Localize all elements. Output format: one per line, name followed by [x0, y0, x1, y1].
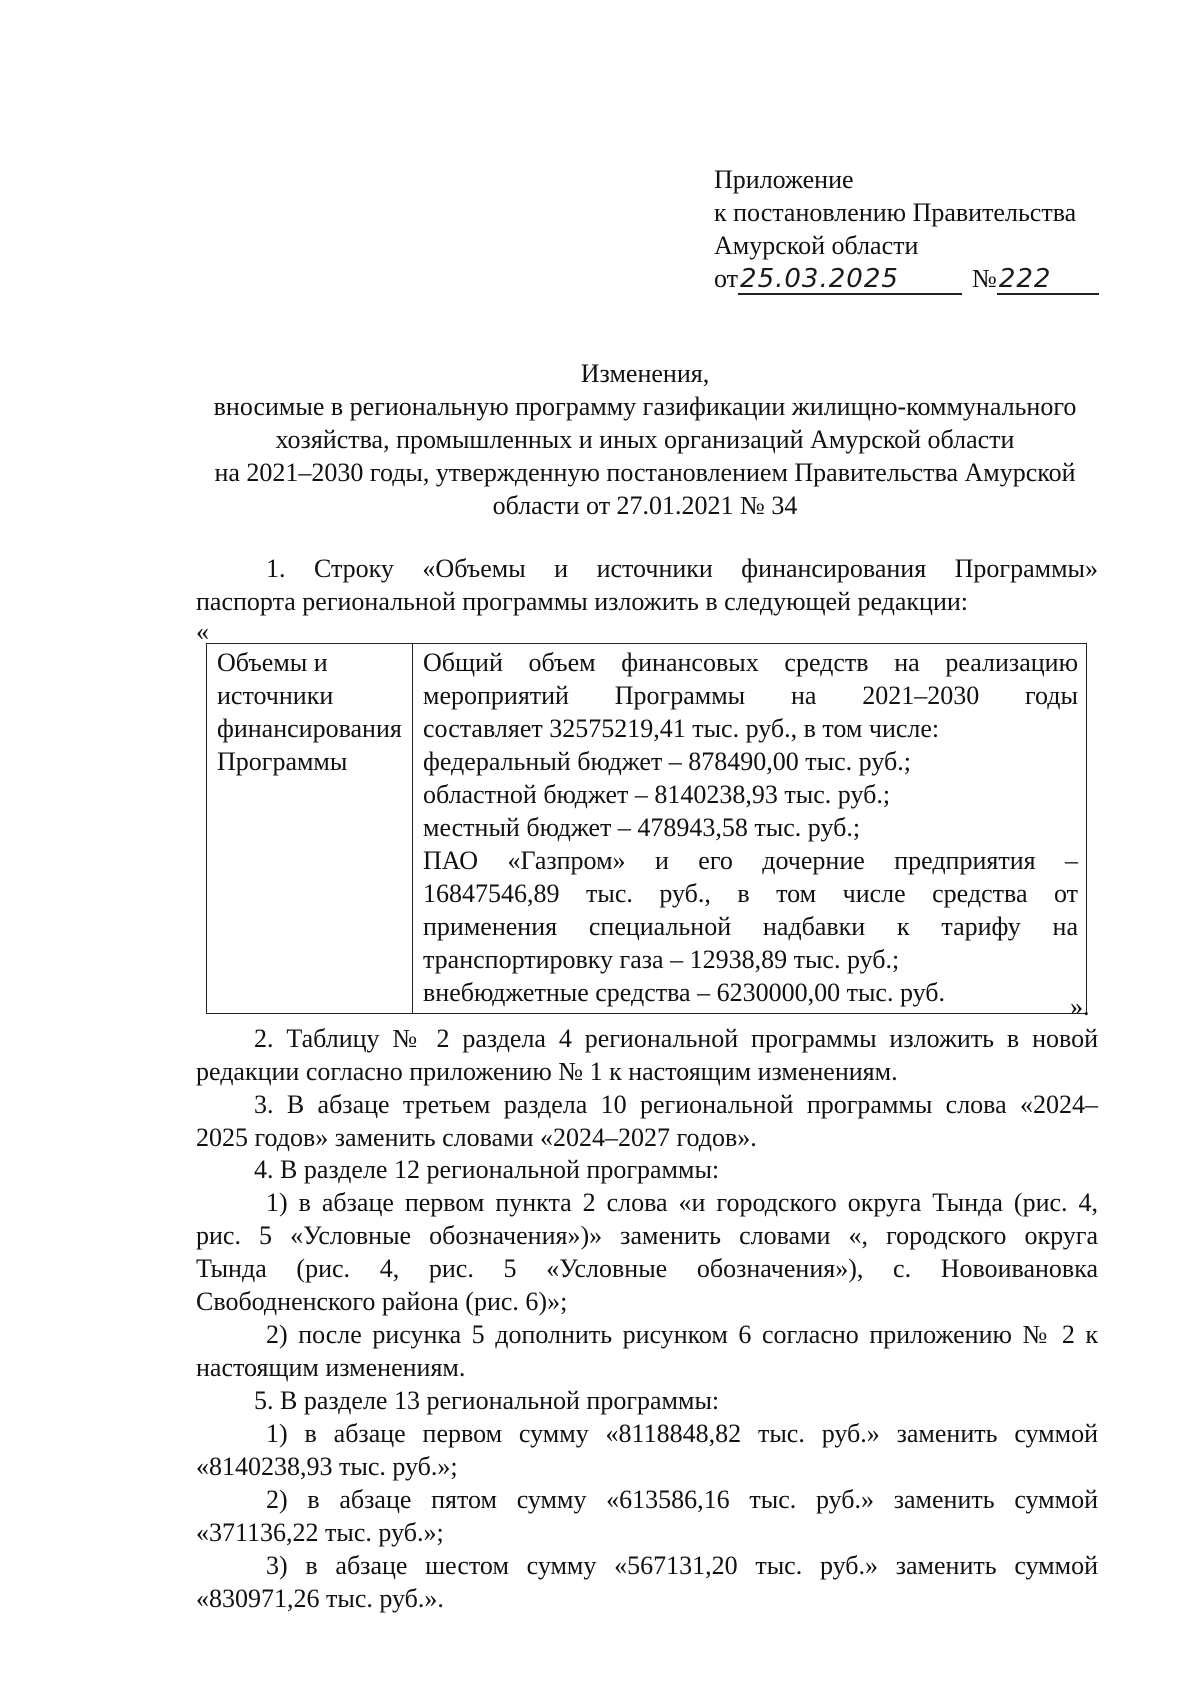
- cell-line: источники: [217, 681, 334, 710]
- appendix-date-number-line: [714, 262, 1134, 295]
- document-title: [190, 357, 1100, 522]
- item-1-line-2: паспорта региональной программы изложить в следующей редакции:: [196, 587, 969, 616]
- table-cell-label: [207, 644, 413, 1014]
- item-2: [196, 1022, 1098, 1088]
- item-1-line-1: 1. Строку «Объемы и источники финансирования Программы»: [266, 554, 1098, 583]
- item-3: [196, 1088, 1098, 1154]
- financing-table: [206, 643, 1087, 1014]
- table-row: [207, 644, 1087, 1014]
- title-line-3: на 2021–2030 годы, утвержденную постановлением Правительства Амурской: [214, 458, 1076, 487]
- title-line-4: области от 27.01.2021 № 34: [492, 491, 798, 520]
- title-line-2: хозяйства, промышленных и иных организаций Амурской области: [275, 425, 1015, 454]
- item-5-sub2-line-1: 2) в абзаце пятом сумму «613586,16 тыс. руб.» заменить суммой: [266, 1485, 1098, 1514]
- item-4: [196, 1153, 1098, 1384]
- appendix-line-1: Приложение: [714, 165, 854, 194]
- cell-line: ПАО «Газпром» и его дочерние предприятия –: [423, 846, 1078, 875]
- item-2-line-1: 2. Таблицу № 2 раздела 4 региональной программы изложить в новой: [254, 1024, 1098, 1053]
- item-5-sub1-line-2: «8140238,93 тыс. руб.»;: [196, 1452, 458, 1481]
- cell-line: составляет 32575219,41 тыс. руб., в том числе:: [423, 714, 940, 743]
- item-4-sub2-line-1: 2) после рисунка 5 дополнить рисунком 6 согласно приложению № 2 к: [266, 1320, 1098, 1349]
- handwritten-date: 25.03.2025: [738, 266, 962, 295]
- title-line-1: вносимые в региональную программу газификации жилищно-коммунального: [213, 392, 1077, 421]
- item-4-sub1-line-2: рис. 5 «Условные обозначения»)» заменить словами «, городского округа: [196, 1221, 1098, 1250]
- cell-line: 16847546,89 тыс. руб., в том числе средства от: [423, 879, 1078, 908]
- cell-line: местный бюджет – 478943,58 тыс. руб.;: [423, 813, 861, 842]
- item-4-sub1-line-1: 1) в абзаце первом пункта 2 слова «и городского округа Тында (рис. 4,: [266, 1188, 1098, 1217]
- cell-line: Общий объем финансовых средств на реализацию: [423, 648, 1078, 677]
- cell-line: применения специальной надбавки к тарифу на: [423, 912, 1078, 941]
- cell-line: федеральный бюджет – 878490,00 тыс. руб.;: [423, 747, 911, 776]
- appendix-line-2: к постановлению Правительства: [714, 198, 1077, 227]
- item-1: [196, 552, 1098, 646]
- item-4-sub1-line-3: Тында (рис. 4, рис. 5 «Условные обозначения»), с. Новоивановка: [196, 1254, 1098, 1283]
- item-4-sub2-line-2: настоящим изменениям.: [196, 1353, 466, 1382]
- handwritten-number: 222: [997, 266, 1099, 295]
- cell-line: транспортировку газа – 12938,89 тыс. руб.;: [423, 945, 900, 974]
- item-4-sub1-line-4: Свободненского района (рис. 6)»;: [196, 1287, 568, 1316]
- cell-line: областной бюджет – 8140238,93 тыс. руб.;: [423, 780, 891, 809]
- item-5-sub2-line-2: «371136,22 тыс. руб.»;: [196, 1518, 444, 1547]
- item-5-sub3-line-2: «830971,26 тыс. руб.».: [196, 1584, 444, 1613]
- item-4-heading: 4. В разделе 12 региональной программы:: [254, 1155, 720, 1184]
- item-5-heading: 5. В разделе 13 региональной программы:: [254, 1386, 720, 1415]
- open-quote: «: [196, 617, 209, 646]
- cell-line: мероприятий Программы на 2021–2030 годы: [423, 681, 1078, 710]
- item-2-line-2: редакции согласно приложению № 1 к настоящим изменениям.: [196, 1057, 898, 1086]
- item-3-line-1: 3. В абзаце третьем раздела 10 региональной программы слова «2024–: [254, 1090, 1098, 1119]
- cell-line: Программы: [217, 747, 348, 776]
- cell-line: внебюджетные средства – 6230000,00 тыс. руб.: [423, 978, 945, 1007]
- table-cell-value: [413, 644, 1087, 1014]
- cell-line: финансирования: [217, 714, 402, 743]
- date-prefix: от: [714, 264, 739, 293]
- item-5-sub1-line-1: 1) в абзаце первом сумму «8118848,82 тыс. руб.» заменить суммой: [266, 1419, 1098, 1448]
- title-heading: Изменения,: [580, 359, 710, 388]
- appendix-line-3: Амурской области: [714, 231, 919, 260]
- cell-line: Объемы и: [217, 648, 328, 677]
- item-3-line-2: 2025 годов» заменить словами «2024–2027 годов».: [196, 1123, 757, 1152]
- item-5: [196, 1384, 1098, 1615]
- number-prefix: №: [972, 264, 997, 293]
- appendix-header: [714, 163, 1134, 295]
- item-5-sub3-line-1: 3) в абзаце шестом сумму «567131,20 тыс. руб.» заменить суммой: [266, 1551, 1098, 1580]
- close-quote: ».: [1070, 992, 1090, 1021]
